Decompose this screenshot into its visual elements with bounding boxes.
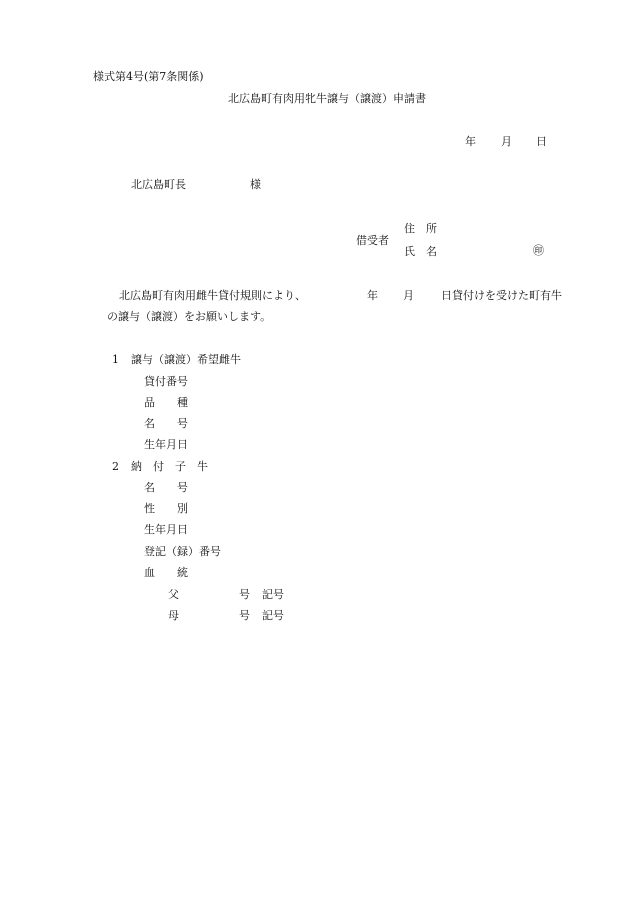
section1-number: 1 (112, 353, 119, 366)
section1-field-name: 名 号 (144, 417, 188, 430)
applicant-address-label: 住 所 (404, 222, 437, 235)
section2-field-lineage: 血 統 (144, 566, 188, 579)
section1-field-birthdate: 生年月日 (144, 438, 188, 451)
section2-number: 2 (112, 460, 119, 473)
section1-heading: 譲与（譲渡）希望雌牛 (131, 353, 241, 366)
seal-mark: ㊞ (533, 244, 544, 257)
section1-field-loan-number: 貸付番号 (144, 375, 188, 388)
section1-field-breed: 品 種 (144, 396, 188, 409)
lineage-mother-number-suffix: 号 (239, 609, 250, 622)
addressee-honorific: 様 (250, 178, 261, 191)
section2-heading: 納 付 子 牛 (131, 460, 208, 473)
applicant-role-label: 借受者 (356, 234, 389, 247)
body-text-part2: 日貸付けを受けた町有牛 (441, 289, 562, 302)
addressee-name: 北広島町長 (131, 178, 186, 191)
body-text-line2: の譲与（譲渡）をお願いします。 (107, 310, 272, 323)
lineage-father-number-suffix: 号 (239, 588, 250, 601)
lineage-mother-mark-label: 記号 (262, 609, 284, 622)
document-title: 北広島町有肉用牝牛譲与（譲渡）申請書 (228, 92, 426, 105)
date-month-label: 月 (501, 135, 512, 148)
applicant-name-label: 氏 名 (404, 245, 437, 258)
lineage-father-label: 父 (168, 588, 179, 601)
section2-field-name: 名 号 (144, 481, 188, 494)
form-number: 様式第4号(第7条関係) (93, 70, 204, 83)
section2-field-sex: 性 別 (144, 502, 188, 515)
lineage-mother-label: 母 (168, 609, 179, 622)
body-text-part1: 北広島町有肉用雌牛貸付規則により、 (119, 289, 306, 302)
date-year-label: 年 (465, 135, 476, 148)
section2-field-birthdate: 生年月日 (144, 523, 188, 536)
body-text-year: 年 (367, 289, 378, 302)
body-text-month: 月 (403, 289, 414, 302)
section2-field-registration-number: 登記（録）番号 (144, 545, 221, 558)
lineage-father-mark-label: 記号 (262, 588, 284, 601)
date-day-label: 日 (536, 135, 547, 148)
